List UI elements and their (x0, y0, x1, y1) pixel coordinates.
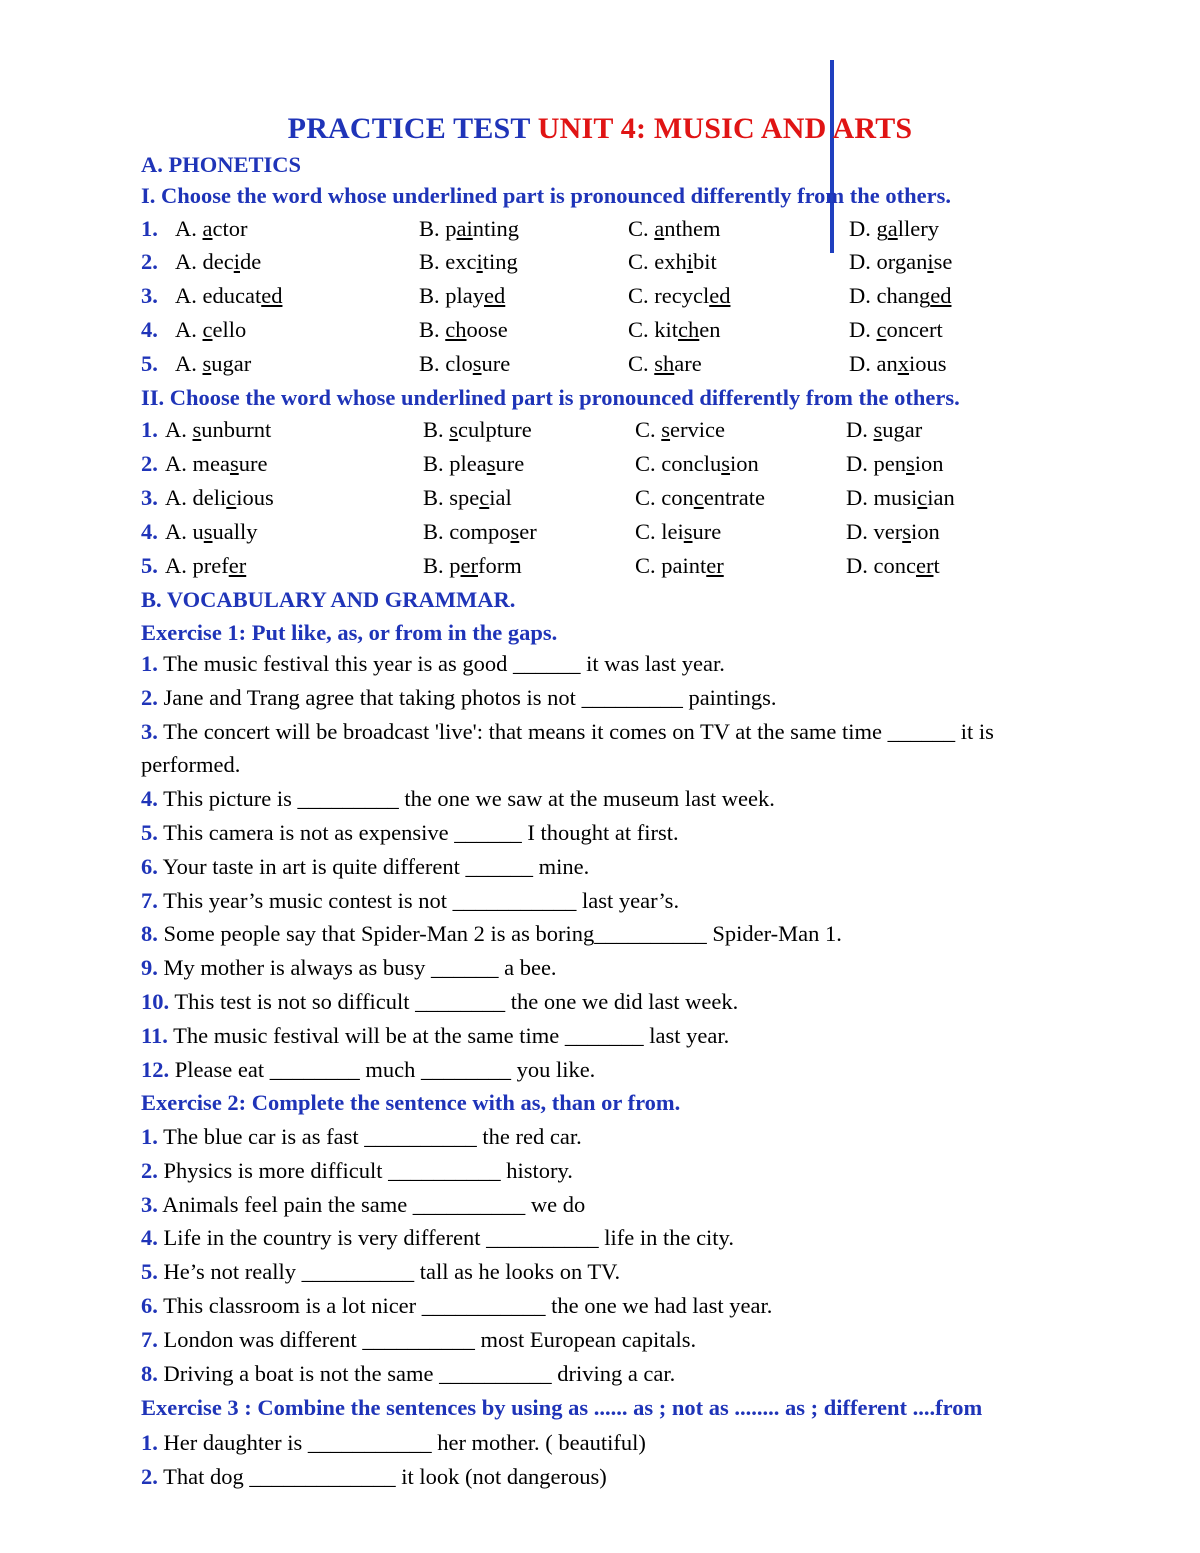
underlined-part: i (927, 249, 934, 274)
option-d (846, 415, 922, 445)
item-text: Your taste in art is quite different ______ mine. (157, 853, 590, 879)
option-text: oncert (886, 317, 943, 342)
option-c (635, 517, 721, 547)
option-b (423, 551, 522, 581)
underlined-part: s (510, 519, 520, 544)
underlined-part: i (686, 249, 694, 274)
item-text: This picture is _________ the one we saw at the museum last week. (157, 786, 775, 812)
item-number: 11. (141, 1022, 168, 1048)
underlined-part: x (897, 351, 909, 376)
option-d (849, 315, 943, 345)
title-part-1: PRACTICE TEST (287, 112, 538, 145)
sentence-item (141, 1156, 573, 1186)
underlined-part: ed (484, 283, 506, 308)
option-text: A. (175, 216, 203, 241)
item-text: Life in the country is very different __________ life in the city. (157, 1225, 734, 1251)
item-number: 1. (141, 651, 158, 676)
sentence-item (141, 1190, 585, 1220)
option-text: A. (175, 351, 203, 376)
option-text: ion (911, 519, 940, 544)
option-c (628, 315, 721, 345)
option-c (635, 449, 759, 479)
option-text: ting (482, 249, 518, 274)
option-c (628, 349, 702, 379)
question-number: 1. (141, 417, 158, 442)
option-text: ually (212, 519, 258, 544)
option-text: C. lei (635, 519, 684, 544)
option-text: ctor (212, 216, 248, 241)
option-c (628, 247, 717, 277)
option-text: D. chang (849, 283, 931, 308)
item-number: 2. (141, 1463, 158, 1489)
item-number: 6. (141, 853, 158, 879)
sentence-item (141, 987, 738, 1017)
question-number: 2. (141, 249, 158, 274)
option-b (423, 517, 537, 547)
sentence-item (141, 818, 679, 848)
underlined-part: s (449, 417, 459, 442)
underlined-part: ch (445, 317, 467, 342)
item-text: That dog _____________ it look (not dangerous) (157, 1463, 607, 1489)
sentence-item (141, 1462, 607, 1492)
item-text: Please eat ________ much ________ you like. (169, 1056, 596, 1082)
exercise-1-heading: Exercise 1: Put like, as, or from in the gaps. (141, 620, 558, 645)
option-c (628, 214, 721, 244)
option-d (849, 281, 951, 311)
option-text: B. (423, 417, 450, 442)
part-ii-heading: II. Choose the word whose underlined part is pronounced differently from the others. (141, 385, 960, 410)
underlined-part: er (915, 553, 934, 578)
option-text: B. play (419, 283, 484, 308)
item-text: London was different __________ most European capitals. (157, 1326, 697, 1352)
option-text: ure (481, 351, 511, 376)
item-number: 5. (141, 1259, 158, 1285)
underlined-part: s (486, 451, 496, 476)
option-a (175, 281, 282, 311)
underlined-part: s (203, 519, 213, 544)
item-number: 10. (141, 989, 170, 1014)
option-a (165, 449, 267, 479)
option-text: nthem (664, 216, 721, 241)
question-number: 5. (141, 351, 158, 376)
option-text: B. p (423, 553, 461, 578)
option-text: B. p (419, 216, 457, 241)
option-a (165, 415, 271, 445)
sentence-item (141, 919, 842, 949)
item-number: 1. (141, 1124, 158, 1149)
item-number: 1. (141, 1430, 158, 1455)
item-text: Jane and Trang agree that taking photos is not _________ paintings. (157, 684, 777, 710)
underlined-part: a (654, 216, 665, 241)
part-i-heading: I. Choose the word whose underlined part is pronounced differently from the others. (141, 183, 952, 208)
option-text: form (478, 553, 522, 578)
question-number: 3. (141, 283, 158, 308)
underlined-part: s (229, 451, 239, 476)
option-text: C. recycl (628, 283, 710, 308)
sentence-item (141, 1021, 729, 1051)
item-text: The music festival will be at the same time _______ last year. (167, 1022, 730, 1048)
option-b (419, 247, 518, 277)
option-a (175, 349, 251, 379)
option-text: A. pref (165, 553, 229, 578)
option-text: ugar (882, 417, 923, 442)
item-text: Physics is more difficult __________ history. (157, 1157, 573, 1183)
section-b-heading: B. VOCABULARY AND GRAMMAR. (141, 587, 516, 612)
item-number: 6. (141, 1293, 158, 1318)
option-text: C. (628, 216, 655, 241)
underlined-part: er (228, 553, 247, 578)
option-text: en (699, 317, 721, 342)
question-number: 3. (141, 485, 158, 510)
option-text: C. conclu (635, 451, 722, 476)
sentence-item (141, 649, 725, 679)
item-text: He’s not really __________ tall as he looks on TV. (157, 1259, 621, 1285)
option-b (423, 483, 512, 513)
underlined-part: s (683, 519, 693, 544)
underlined-part: er (706, 553, 724, 578)
item-number: 2. (141, 1157, 158, 1183)
option-text: B. clo (419, 351, 473, 376)
option-text: er (519, 519, 537, 544)
underlined-part: s (902, 519, 911, 544)
option-text: ure (238, 451, 268, 476)
option-a (175, 315, 246, 345)
underlined-part: i (233, 249, 240, 274)
option-text: D. g (849, 216, 888, 241)
item-number: 4. (141, 786, 158, 812)
option-text: nting (472, 216, 520, 241)
option-d (846, 449, 944, 479)
option-d (846, 483, 955, 513)
sentence-item (141, 683, 777, 713)
item-number: 8. (141, 921, 158, 947)
option-text: A. u (165, 519, 204, 544)
underlined-part: s (721, 451, 730, 476)
option-c (635, 415, 725, 445)
sentence-item (141, 852, 589, 882)
item-text: This classroom is a lot nicer ___________ the one we had last year. (157, 1293, 773, 1318)
option-text: C. paint (635, 553, 707, 578)
underlined-part: ch (678, 317, 700, 342)
item-text: Some people say that Spider-Man 2 is as boring__________ Spider-Man 1. (157, 921, 842, 947)
option-text: D. (846, 417, 874, 442)
option-a (165, 517, 258, 547)
sentence-item (141, 1257, 620, 1287)
item-text: The music festival this year is as good ______ it was last year. (157, 651, 725, 676)
option-d (849, 214, 939, 244)
option-b (419, 281, 505, 311)
underlined-part: s (472, 351, 482, 376)
option-d (849, 349, 947, 379)
underlined-part: c (226, 485, 237, 510)
option-b (423, 449, 524, 479)
underlined-part: er (460, 553, 478, 578)
option-text: entrate (703, 485, 765, 510)
underlined-part: i (476, 249, 483, 274)
question-number: 1. (141, 216, 158, 241)
item-number: 4. (141, 1225, 158, 1251)
sentence-item (141, 784, 775, 814)
item-text: Her daughter is ___________ her mother. ( beautiful) (157, 1430, 646, 1455)
underlined-part: ed (261, 283, 283, 308)
option-text: D. (849, 317, 877, 342)
question-number: 2. (141, 451, 158, 476)
option-text: se (933, 249, 953, 274)
option-text: A. mea (165, 451, 230, 476)
underlined-part: ed (930, 283, 952, 308)
underlined-part: s (906, 451, 915, 476)
item-number: 7. (141, 887, 158, 913)
sentence-item (141, 1428, 646, 1458)
option-a (175, 247, 261, 277)
item-text: This camera is not as expensive ______ I thought at first. (157, 820, 679, 845)
item-text: Animals feel pain the same __________ we do (157, 1191, 586, 1217)
page-title (0, 112, 1200, 146)
question-number: 4. (141, 519, 158, 544)
item-text: Driving a boat is not the same __________ driving a car. (157, 1360, 676, 1386)
option-c (628, 281, 730, 311)
underlined-part: ai (456, 216, 473, 241)
item-number: 3. (141, 718, 158, 744)
option-text: t (933, 553, 940, 578)
option-text: D. an (849, 351, 898, 376)
option-text: unburnt (201, 417, 272, 442)
option-text: A. dec (175, 249, 234, 274)
option-text: C. (628, 351, 655, 376)
option-text: ious (909, 351, 947, 376)
option-a (175, 214, 247, 244)
sentence-item (141, 886, 679, 916)
item-text: The blue car is as fast __________ the red car. (157, 1124, 582, 1149)
item-number: 8. (141, 1360, 158, 1386)
option-text: D. pen (846, 451, 906, 476)
underlined-part: sh (654, 351, 675, 376)
sentence-item (141, 1122, 582, 1152)
option-text: ious (236, 485, 274, 510)
option-text: A. deli (165, 485, 227, 510)
underlined-part: c (876, 317, 887, 342)
exercise-3-heading: Exercise 3 : Combine the sentences by using as ...... as ; not as ........ as ; different ....from (141, 1395, 983, 1420)
sentence-item (141, 750, 240, 780)
sentence-item (141, 1223, 734, 1253)
sentence-item (141, 1359, 675, 1389)
option-b (419, 214, 519, 244)
underlined-part: c (202, 317, 213, 342)
underlined-part: a (887, 216, 898, 241)
option-d (846, 517, 940, 547)
option-text: C. exh (628, 249, 687, 274)
option-b (419, 315, 508, 345)
option-text: ugar (211, 351, 252, 376)
option-d (849, 247, 952, 277)
item-number: 7. (141, 1326, 158, 1352)
option-text: ial (489, 485, 512, 510)
title-part-2: UNIT 4: MUSIC AND ARTS (537, 112, 913, 145)
item-text: performed. (141, 752, 241, 778)
option-text: llery (897, 216, 939, 241)
option-text: B. exc (419, 249, 477, 274)
sentence-item (141, 953, 557, 983)
question-number: 5. (141, 553, 158, 578)
option-text: C. kit (628, 317, 679, 342)
option-d (846, 551, 940, 581)
option-text: D. musi (846, 485, 918, 510)
option-b (423, 415, 532, 445)
option-text: culpture (458, 417, 532, 442)
option-text: ure (495, 451, 525, 476)
option-text: de (240, 249, 262, 274)
option-text: A. educat (175, 283, 262, 308)
item-number: 12. (141, 1056, 170, 1082)
option-a (165, 483, 274, 513)
option-text: ion (730, 451, 759, 476)
option-b (419, 349, 510, 379)
option-c (635, 551, 724, 581)
option-text: ervice (670, 417, 725, 442)
option-text: B. plea (423, 451, 487, 476)
underlined-part: s (661, 417, 671, 442)
item-number: 9. (141, 955, 158, 981)
option-text: C. con (635, 485, 694, 510)
item-text: The concert will be broadcast 'live': that means it comes on TV at the same time ______ it is (157, 718, 994, 744)
option-text: are (674, 351, 702, 376)
item-text: This year’s music contest is not ___________ last year’s. (157, 887, 680, 913)
underlined-part: a (202, 216, 213, 241)
option-text: oose (466, 317, 508, 342)
option-text: ello (212, 317, 247, 342)
section-a-heading: A. PHONETICS (141, 152, 302, 177)
item-text: This test is not so difficult ________ the one we did last week. (169, 989, 739, 1014)
option-text: ure (692, 519, 722, 544)
option-text: A. (165, 417, 193, 442)
option-c (635, 483, 765, 513)
sentence-item (141, 1291, 772, 1321)
option-a (165, 551, 246, 581)
exercise-2-heading: Exercise 2: Complete the sentence with as, than or from. (141, 1090, 681, 1115)
option-text: B. compo (423, 519, 511, 544)
question-number: 4. (141, 317, 158, 342)
underlined-part: s (192, 417, 202, 442)
underlined-part: c (479, 485, 490, 510)
option-text: B. spe (423, 485, 480, 510)
sentence-item (141, 717, 994, 747)
sentence-item (141, 1325, 696, 1355)
underlined-part: s (202, 351, 212, 376)
option-text: D. conc (846, 553, 916, 578)
underlined-part: c (693, 485, 704, 510)
option-text: ion (914, 451, 944, 476)
underlined-part: c (917, 485, 928, 510)
item-number: 2. (141, 684, 158, 710)
vertical-marker-line (830, 60, 834, 253)
item-number: 3. (141, 1191, 158, 1217)
option-text: A. (175, 317, 203, 342)
option-text: B. (419, 317, 446, 342)
option-text: bit (693, 249, 717, 274)
underlined-part: ed (709, 283, 731, 308)
option-text: ian (927, 485, 955, 510)
sentence-item (141, 1055, 595, 1085)
option-text: C. (635, 417, 662, 442)
option-text: D. ver (846, 519, 903, 544)
underlined-part: s (873, 417, 883, 442)
item-number: 5. (141, 820, 158, 845)
item-text: My mother is always as busy ______ a bee. (157, 955, 557, 981)
option-text: D. organ (849, 249, 928, 274)
